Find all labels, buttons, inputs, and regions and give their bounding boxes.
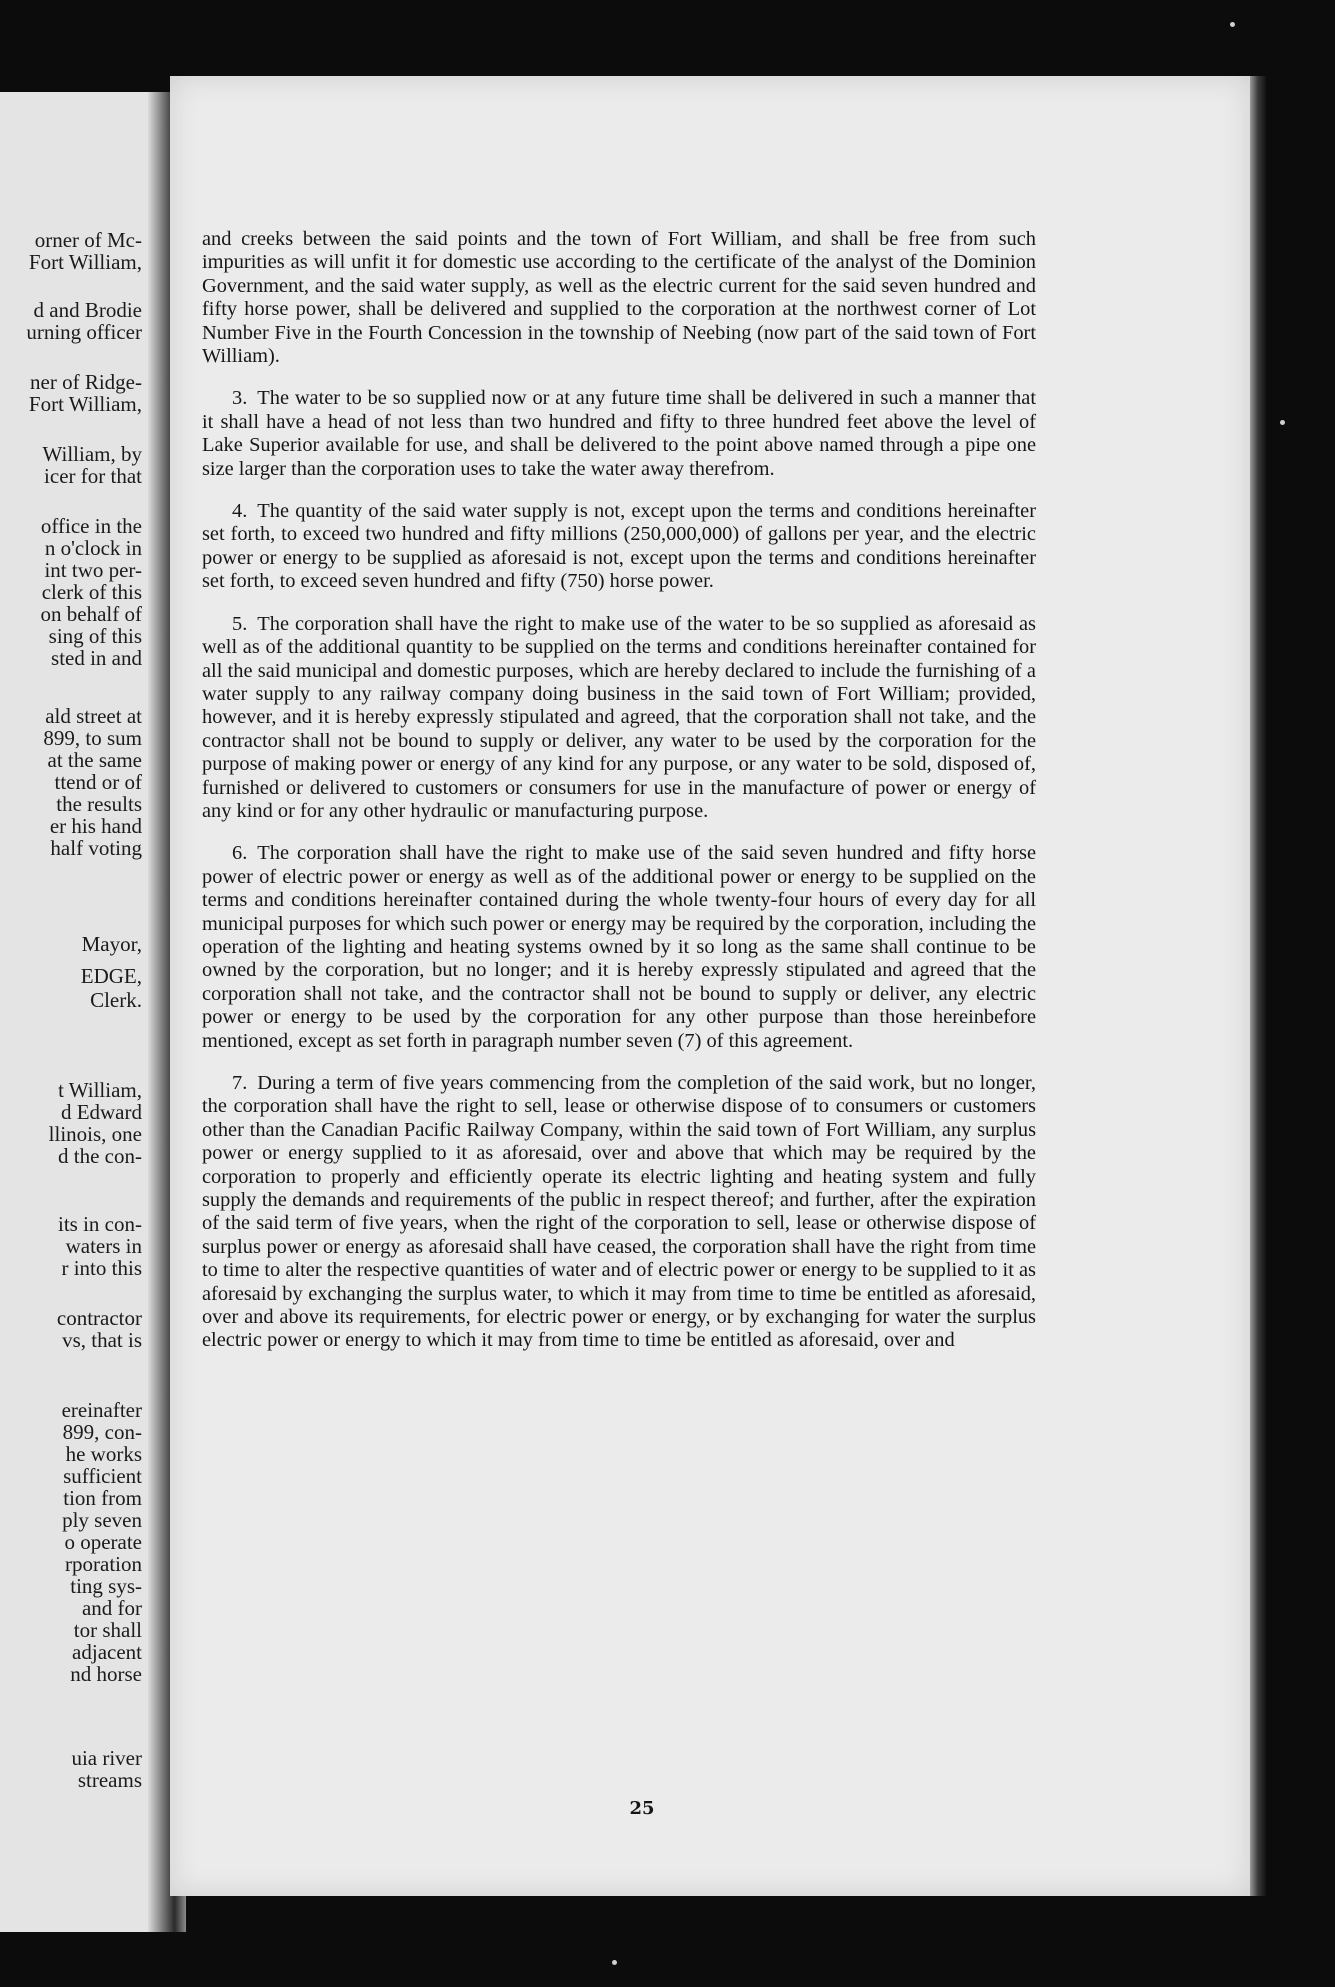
left-page-fragment: the results <box>56 792 142 816</box>
page-body-text <box>202 228 1036 1372</box>
left-page-fragment: icer for that <box>44 464 142 488</box>
paragraph-text: The corporation shall have the right to make use of the said seven hundred and fifty horse power of electric power or energy as well as of the additional power or energy to be supplied on the terms and conditions hereinafter contained during the whole twenty-four hours of every day for all municipal purposes for which such power or energy may be required by the corporation, including the operation of the lighting and heating systems owned by it so long as the same shall continue to be owned by the corporation, but no longer; and it is hereby expressly stipulated and agreed that the corporation shall not take, and the contractor shall not be bound to supply or deliver, any electric power or energy to be used by the corporation for any other purpose than those hereinbefore mentioned, except as set forth in paragraph number seven (7) of this agreement. <box>202 842 1036 1052</box>
page-number: 25 <box>629 1798 655 1819</box>
left-page-fragment: on behalf of <box>40 602 142 626</box>
body-paragraph <box>202 228 1036 368</box>
left-page-fragment: er his hand <box>49 814 142 838</box>
left-page-fragment: office in the <box>40 514 142 538</box>
left-page-fragment: Clerk. <box>90 988 142 1012</box>
left-page-fragment: n o'clock in <box>44 536 142 560</box>
left-page-fragment: nd horse <box>70 1662 142 1686</box>
paragraph-number: 5. <box>232 612 248 635</box>
left-page-fragment: int two per- <box>44 558 142 582</box>
paragraph-text: The water to be so supplied now or at any future time shall be delivered in such a manner that it shall have a head of not less than two hundred and fifty to three hundred feet above the level of Lake Superior available for use, and shall be delivered to the point above named through a pipe one size larger than the corporation uses to take the water away therefrom. <box>202 387 1036 480</box>
left-page-fragment: Fort William, <box>28 250 142 274</box>
left-page <box>0 92 170 1932</box>
scan-speck <box>612 1960 617 1965</box>
left-page-fragment: clerk of this <box>41 580 142 604</box>
paragraph-text: During a term of five years commencing from the completion of the said work, but no longer, the corporation shall have the right to sell, lease or otherwise dispose of to consumers or customers other than the Canadian Pacific Railway Company, within the said town of Fort William, any surplus power or energy supplied to it as aforesaid, over and above that which may be required by the corporation to properly and efficiently operate its electric lighting and heating system and fully supply the demands and requirements of the public in respect thereof; and further, after the expiration of the said term of five years, when the right of the corporation to sell, lease or otherwise dispose of surplus power or energy as aforesaid shall have ceased, the corporation shall have the right from time to time to alter the respective quantities of water and of electric power or energy to be supplied to it as aforesaid by exchanging the surplus water, to which it may from time to time be entitled as aforesaid, over and above its requirements, for electric power or energy, or by exchanging for water the surplus electric power or energy to which it may from time to time be entitled as aforesaid, over and <box>202 1072 1036 1352</box>
paragraph-text: and creeks between the said points and the town of Fort William, and shall be free from such impurities as will unfit it for domestic use according to the certificate of the analyst of the Dominion Government, and the said water supply, as well as the electric current for the said seven hundred and fifty horse power, shall be delivered and supplied to the corporation at the northwest corner of Lot Number Five in the Fourth Concession in the township of Neebing (now part of the said town of Fort William). <box>202 228 1036 368</box>
left-page-fragment: Fort William, <box>28 392 142 416</box>
left-page-fragment: at the same <box>47 748 142 772</box>
left-page-fragment: sing of this <box>48 624 142 648</box>
left-page-fragment: 899, con- <box>62 1420 142 1444</box>
left-page-fragment: sted in and <box>51 646 142 670</box>
left-page-fragment: r into this <box>61 1256 142 1280</box>
left-page-fragment: he works <box>65 1442 142 1466</box>
left-page-fragment: uia river <box>71 1746 142 1770</box>
left-page-fragment: contractor <box>56 1306 142 1330</box>
paragraph-number: 3. <box>232 387 248 410</box>
left-page-fragment: Mayor, <box>81 932 142 956</box>
left-page-fragment: urning officer <box>26 320 142 344</box>
left-page-fragment: its in con- <box>58 1212 142 1236</box>
left-page-fragment: llinois, one <box>48 1122 142 1146</box>
left-page-fragment: ply seven <box>62 1508 142 1532</box>
left-page-fragment: tor shall <box>73 1618 142 1642</box>
left-page-fragment: ttend or of <box>54 770 142 794</box>
left-page-fragment: EDGE, <box>80 964 142 988</box>
left-page-fragment: d the con- <box>58 1144 142 1168</box>
scan-speck <box>1280 420 1285 425</box>
page-edge <box>1250 76 1266 1896</box>
left-page-fragment: 899, to sum <box>43 726 142 750</box>
left-page-fragment: waters in <box>65 1234 142 1258</box>
left-page-fragment: sufficient <box>63 1464 142 1488</box>
body-paragraph <box>202 500 1036 594</box>
left-page-fragment: adjacent <box>72 1640 142 1664</box>
paragraph-number: 4. <box>232 500 248 523</box>
left-page-fragment: ereinafter <box>61 1398 142 1422</box>
body-paragraph <box>202 1072 1036 1353</box>
body-paragraph <box>202 387 1036 481</box>
left-page-fragment: o operate <box>64 1530 142 1554</box>
left-page-fragment: t William, <box>58 1078 142 1102</box>
left-page-fragment: streams <box>77 1768 142 1792</box>
left-page-fragment: d and Brodie <box>33 298 142 322</box>
paragraph-number: 6. <box>232 842 248 865</box>
left-page-fragment: orner of Mc- <box>34 228 142 252</box>
body-paragraph <box>202 842 1036 1053</box>
left-page-fragment: d Edward <box>60 1100 142 1124</box>
left-page-fragment: half voting <box>50 836 142 860</box>
paragraph-number: 7. <box>232 1072 248 1094</box>
left-page-fragment: ting sys- <box>70 1574 142 1598</box>
scan-speck <box>1230 22 1235 27</box>
left-page-fragment: tion from <box>63 1486 142 1510</box>
left-page-fragment: ner of Ridge- <box>30 370 142 394</box>
paragraph-text: The quantity of the said water supply is not, except upon the terms and conditions hereinafter set forth, to exceed two hundred and fifty millions (250,000,000) of gallons per year, and the electric power or energy to be supplied as aforesaid is not, except upon the terms and conditions hereinafter set forth, to exceed seven hundred and fifty (750) horse power. <box>202 500 1036 593</box>
left-page-fragment: rporation <box>65 1552 142 1576</box>
left-page-fragment: ald street at <box>45 704 142 728</box>
left-page-fragment: vs, that is <box>62 1328 142 1352</box>
left-page-fragment: and for <box>81 1596 142 1620</box>
paragraph-text: The corporation shall have the right to make use of the water to be so supplied as aforesaid as well as of the additional quantity to be supplied on the terms and conditions hereinafter contained for all the said municipal and domestic purposes, which are hereby declared to include the furnishing of a water supply to any railway company doing business in the said town of Fort William; provided, however, and it is hereby expressly stipulated and agreed, that the corporation shall not take, and the contractor shall not be bound to supply or deliver, any water to be used by the corporation for the purpose of making power or energy of any kind for any purpose, or any water to be sold, disposed of, furnished or delivered to customers or consumers for use in the manufacture of power or energy of any kind or for any other hydraulic or manufacturing purpose. <box>202 612 1036 822</box>
left-page-fragment: William, by <box>42 442 142 466</box>
body-paragraph <box>202 613 1036 824</box>
